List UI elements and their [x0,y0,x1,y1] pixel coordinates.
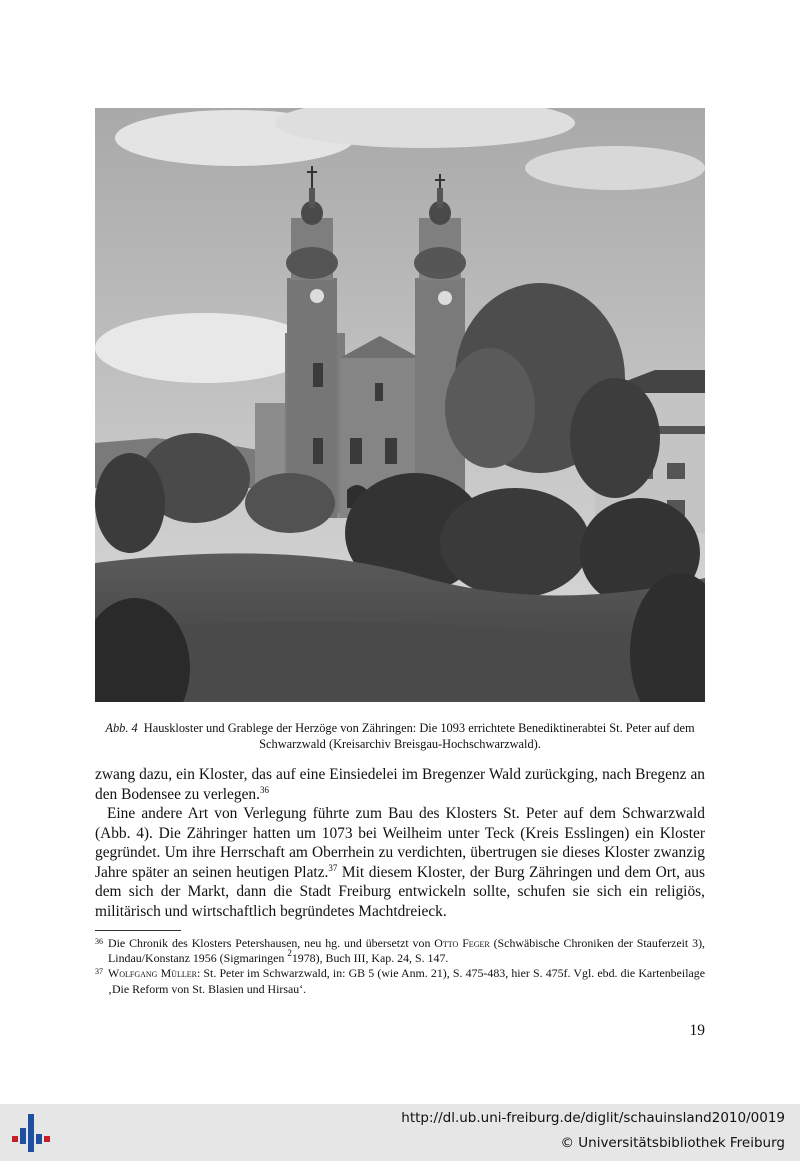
footnote-ref-37[interactable]: 37 [328,862,338,873]
figure-caption [95,721,705,752]
page-number: 19 [689,1022,705,1039]
footnote-ref-36[interactable]: 36 [259,784,269,795]
ub-freiburg-logo-icon[interactable] [12,1112,50,1154]
footnote-number: 37 [95,967,103,977]
figure-caption-text: Hauskloster und Grablege der Herzöge von Zähringen: Die 1093 errichtete Benediktinerabtei St. Peter auf dem Schwarzwald (Kreisarchiv Breisgau-Hochschwarzwald). [143,721,695,751]
paragraph-2-text-a: Eine andere Art von Verlegung führte zum Bau des Klosters St. Peter auf dem Schwarzwald (Abb. 4). Die Zähringer hatten um 1073 bei Weilheim unter Teck (Kreis Esslingen) ein Kloster gegründet. Um ihre Herrschaft am Oberrhein zu verdichten, übertrugen sie dieses Kloster zwanzig Jahre später an seinen heutigen Platz. [95,805,705,881]
paragraph-2-text-b: Mit diesem Kloster, der Burg Zähringen und dem Ort, aus dem sich der Markt, dann die Stadt Freiburg entwickeln sollte, schufen sie sich ein religiös, militärisch und wirtschaftlich begründetes Machtdreieck. [95,863,705,920]
footnotes [95,936,705,997]
footer-url-link[interactable]: http://dl.ub.uni-freiburg.de/diglit/schauinsland2010/0019 [401,1110,785,1126]
footnote-37 [95,966,705,996]
edition-number: 2 [287,948,292,959]
paragraph-1-text: zwang dazu, ein Kloster, das auf eine Einsiedelei im Bregenzer Wald zurückging, nach Bregenz an den Bodensee zu verlegen. [95,766,705,803]
footer-bar [0,1104,800,1161]
footnote-number: 36 [95,937,103,946]
footnote-text: : St. Peter im Schwarzwald, in: GB 5 (wie Anm. 21), S. 475-483, hier S. 475f. Vgl. ebd. die Kartenbeilage ‚Die Reform von St. Blasien und Hirsau‘. [108,966,706,996]
footnote-author: Otto Feger [434,936,490,950]
paragraph-1 [95,765,705,804]
footnote-text: Die Chronik des Klosters Petershausen, neu hg. und übersetzt von [108,936,435,950]
figure-label: Abb. 4 [105,721,138,735]
footer-copyright: © Universitätsbibliothek Freiburg [560,1135,785,1151]
footnote-author: Wolfgang Müller [108,966,197,981]
footnote-36 [95,936,705,966]
paragraph-2 [95,804,705,921]
footnote-text: 1978), Buch III, Kap. 24, S. 147. [291,951,449,966]
body-text [95,765,705,921]
figure-photo [95,108,705,702]
footnote-text: (Schwäbische Chroniken der Stauferzeit 3), Lindau/Konstanz 1956 (Sigmaringen [108,936,705,966]
footnote-separator [95,930,181,931]
